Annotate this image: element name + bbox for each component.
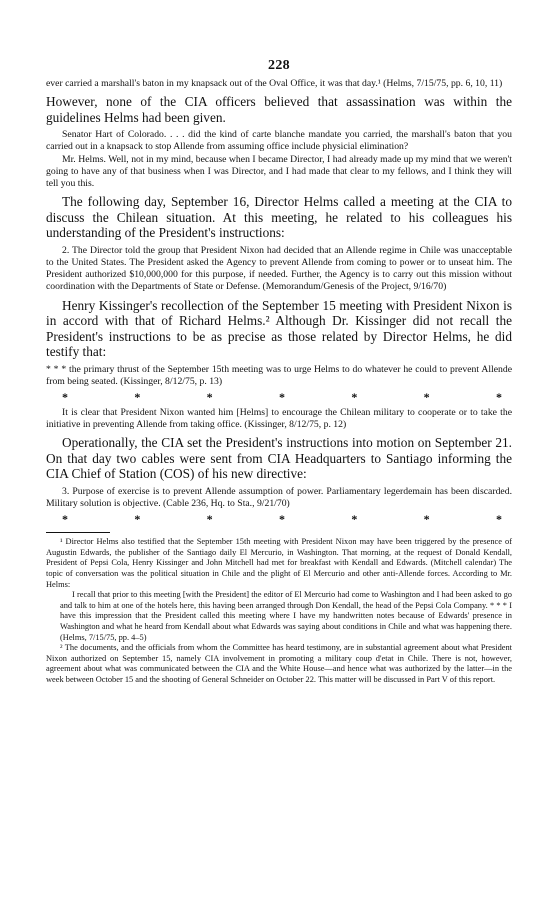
ellipsis-stars-1 [46, 390, 512, 404]
kissinger-quote-clear: It is clear that President Nixon wanted him [Helms] to encourage the Chilean military to cooperate or to take the initiative in preventing Allende from taking office. (Kissinger, 8/12/75, p. 12) [46, 406, 512, 431]
footnote-1: ¹ Director Helms also testified that the September 15th meeting with President Nixon may have been triggered by the presence of Augustin Edwards, the publisher of the Santiago daily El Mercurio, in Washington. That morning, at the request of Donald Kendall, President of Pepsi Cola, Henry Kissinger and John Mitchell had met for breakfast with Kendall and Edwards. (Mitchell calendar) The topic of conversation was the political situation in Chile and the plight of El Mercurio and other anti-Allende forces. According to Mr. Helms: [46, 537, 512, 589]
star: * [423, 389, 430, 404]
document-page [46, 58, 512, 686]
star: * [351, 389, 358, 404]
star: * [351, 512, 358, 527]
body-paragraph-kissinger: Henry Kissinger's recollection of the September 15 meeting with President Nixon is in accord with that of Richard Helms.² Although Dr. Kissinger did not recall the President's instructions to be as precise as those related by Director Helms, he did testify that: [46, 297, 512, 360]
helms-answer: Mr. Helms. Well, not in my mind, because when I became Director, I had already made up my mind that we weren't going to have any of that business when I was Director, and I had made that clear to my fellows, and I think they will tell you this. [46, 153, 512, 190]
star: * [206, 389, 213, 404]
star: * [495, 512, 502, 527]
star: * [62, 389, 68, 404]
memorandum-quote: 2. The Director told the group that President Nixon had decided that an Allende regime in Chile was unacceptable to the United States. The President asked the Agency to prevent Allende from coming to power or to unseat him. The President authorized $10,000,000 for this purpose, if needed. Further, the Agency is to carry out this mission without coordination with the Departments of State or Defense. (Memorandum/Genesis of the Project, 9/16/70) [46, 244, 512, 293]
star: * [278, 389, 285, 404]
ellipsis-stars-2 [46, 512, 512, 526]
star: * [134, 389, 141, 404]
helms-quote-continuation: ever carried a marshall's baton in my knapsack out of the Oval Office, it was that day.¹ (Helms, 7/15/75, pp. 6, 10, 11) [46, 78, 503, 89]
star: * [134, 512, 141, 527]
star: * [423, 512, 430, 527]
body-paragraph-sept16-meeting: The following day, September 16, Director Helms called a meeting at the CIA to discuss the Chilean situation. At this meeting, he related to his colleagues his understanding of the President's instructions: [46, 194, 512, 241]
footnote-divider [46, 532, 110, 533]
body-paragraph-guidelines: However, none of the CIA officers believed that assassination was within the guidelines Helms had been given. [46, 94, 512, 125]
footnote-2: ² The documents, and the officials from whom the Committee has heard testimony, are in substantial agreement about what President Nixon authorized on September 15, namely CIA involvement in promoting a military coup d'etat in Chile. There is not, however, agreement about what was communicated between the CIA and the White House—and hence what was authorized by the latter—in the week between October 15 and the shooting of General Schneider on October 22. This matter will be discussed in Part V of this report. [46, 643, 512, 684]
star: * [62, 512, 68, 527]
star: * [495, 389, 502, 404]
star: * [206, 512, 213, 527]
hart-question: Senator Hart of Colorado. . . . did the kind of carte blanche mandate you carried, the marshall's baton that you carried out in a knapsack to stop Allende from assuming office include physicial elimination? [46, 129, 512, 153]
cable-quote: 3. Purpose of exercise is to prevent Allende assumption of power. Parliamentary legerdemain has been discarded. Military solution is objective. (Cable 236, Hq. to Sta., 9/21/70) [46, 485, 512, 510]
page-number: 228 [268, 58, 290, 73]
footnote-1-quote: I recall that prior to this meeting [with the President] the editor of El Mercurio had come to Washington and I had been asked to go and talk to him at one of the hotels here, this having been arranged through Don Kendall, the head of the Pepsi Cola Company. * * * I have this impression that the President called this meeting where I have my handwritten notes because of Edwards' presence in Washington and what he heard from Kendall about what Edwards was saying about conditions in Chile and what was happening there. (Helms, 7/15/75, pp. 4–5) [60, 590, 512, 642]
star: * [278, 512, 285, 527]
body-paragraph-operationally: Operationally, the CIA set the President's instructions into motion on September 21. On that day two cables were sent from CIA Headquarters to Santiago informing the CIA Chief of Station (COS) of his new directive: [46, 435, 512, 482]
kissinger-quote-thrust: * * * the primary thrust of the September 15th meeting was to urge Helms to do whatever he could to prevent Allende from being seated. (Kissinger, 8/12/75, p. 13) [46, 363, 512, 387]
